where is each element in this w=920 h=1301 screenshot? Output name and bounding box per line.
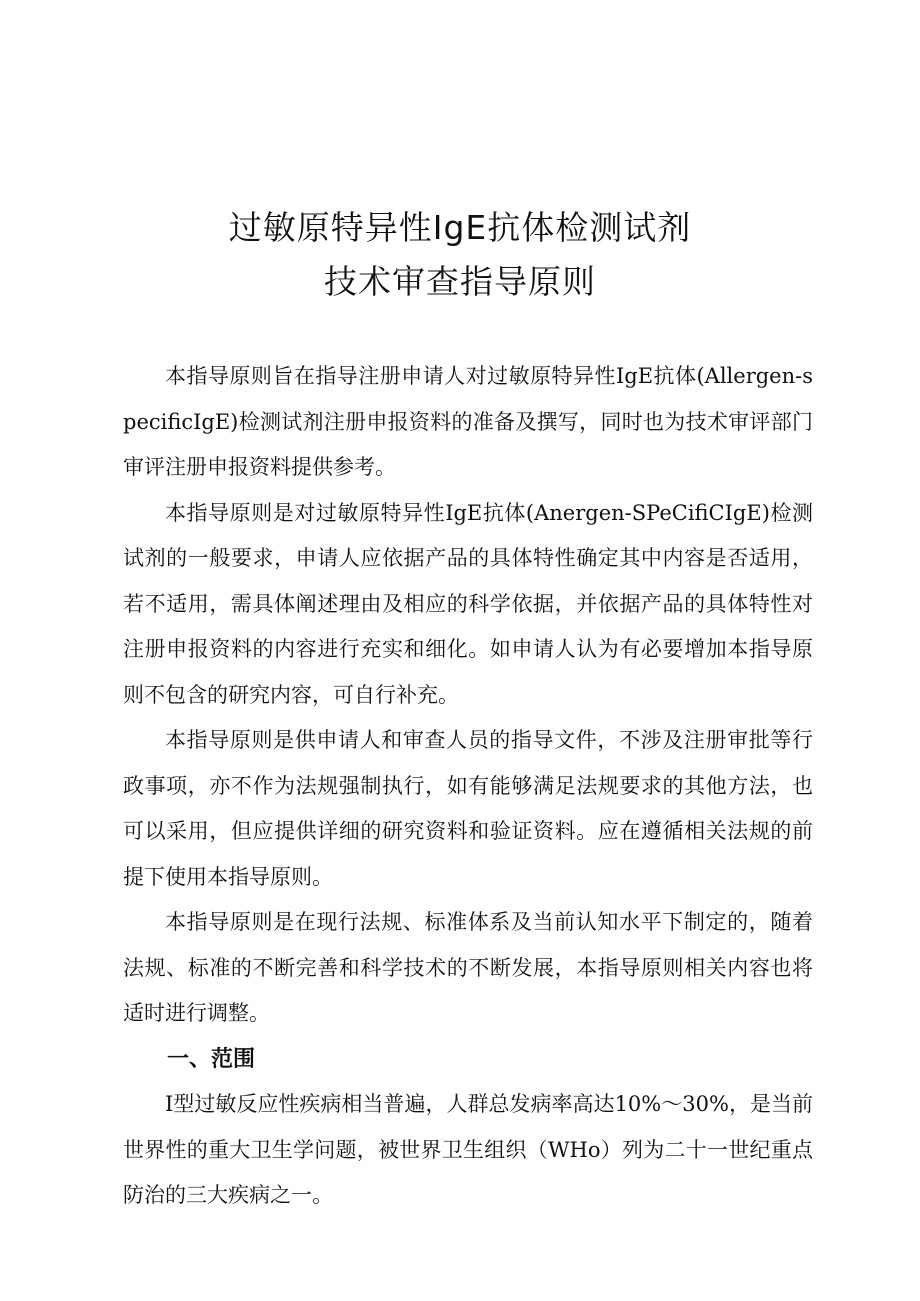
paragraph-general-requirements: 本指导原则是对过敏原特异性IgE抗体(Anergen-SPeCifiCIgE)检测试剂的一般要求，申请人应依据产品的具体特性确定其中内容是否适用，若不适用，需具体阐述理由及相应的科学依据，并依据产品的具体特性对注册申报资料的内容进行充实和细化。如申请人认为有必要增加本指导原则不包含的研究内容，可自行补充。 — [123, 500, 813, 707]
document-title-line-2: 技术审查指导原则 — [324, 262, 596, 301]
paragraph-guidance-nature: 本指导原则是供申请人和审查人员的指导文件，不涉及注册审批等行政事项，亦不作为法规强制执行，如有能够满足法规要求的其他方法，也可以采用，但应提供详细的研究资料和验证资料。应在遵循相关法规的前提下使用本指导原则。 — [123, 728, 813, 889]
paragraph-revision-note: 本指导原则是在现行法规、标准体系及当前认知水平下制定的，随着法规、标准的不断完善和科学技术的不断发展，本指导原则相关内容也将适时进行调整。 — [123, 910, 813, 1025]
document-title-line-1: 过敏原特异性IgE抗体检测试剂 — [228, 208, 692, 247]
section-heading-scope: 一、范围 — [167, 1046, 256, 1072]
paragraph-purpose: 本指导原则旨在指导注册申请人对过敏原特异性IgE抗体(Allergen-specificIgE)检测试剂注册申报资料的准备及撰写，同时也为技术审评部门审评注册申报资料提供参考。 — [123, 364, 813, 479]
paragraph-scope: I型过敏反应性疾病相当普遍，人群总发病率高达10%～30%，是当前世界性的重大卫生学问题，被世界卫生组织（WHo）列为二十一世纪重点防治的三大疾病之一。 — [123, 1092, 813, 1207]
document-body — [123, 354, 813, 1219]
